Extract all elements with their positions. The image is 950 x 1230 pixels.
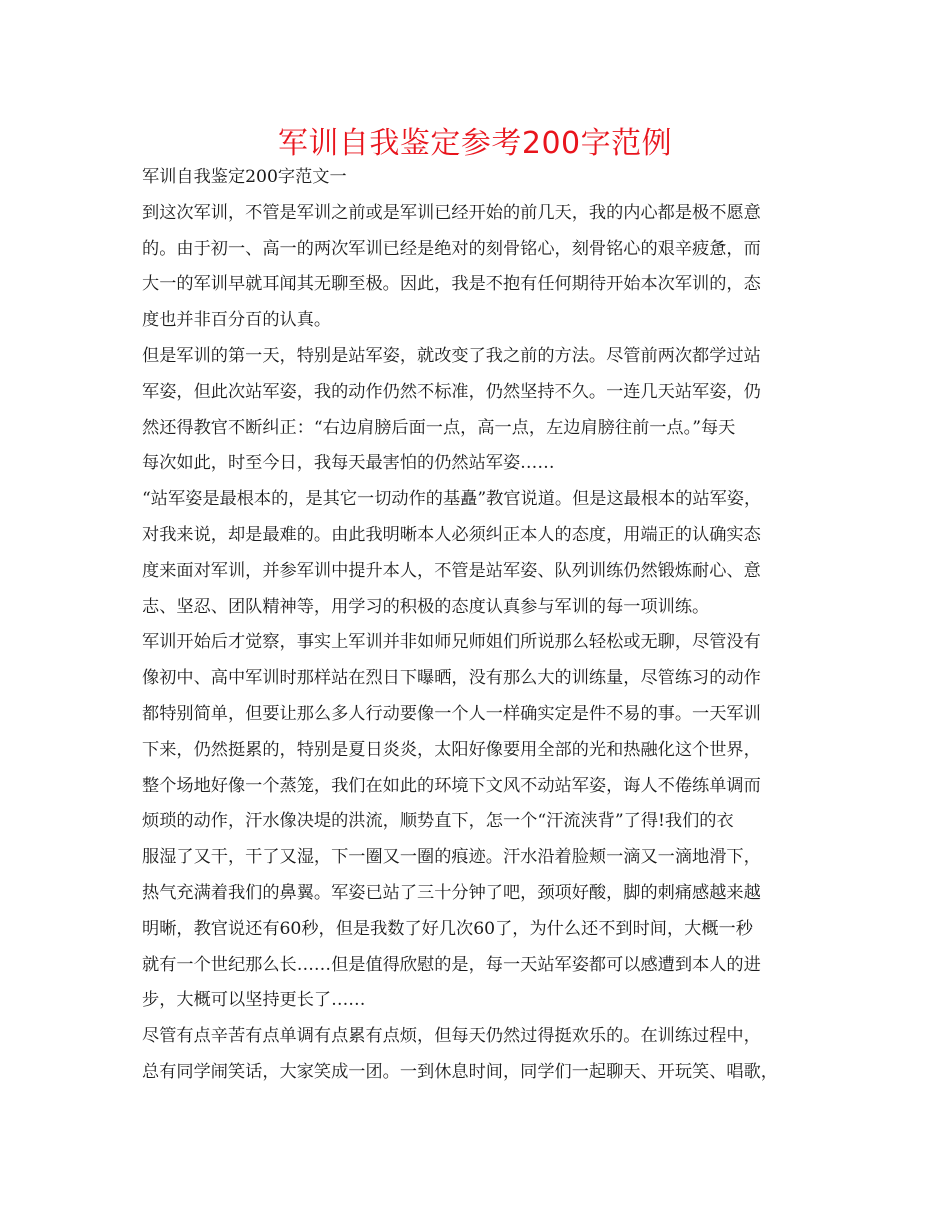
text-line: 就有一个世纪那么长……但是值得欣慰的是，每一天站军姿都可以感遭到本人的进 — [142, 954, 761, 975]
text-line: 明晰，教官说还有60秒，但是我数了好几次60了，为什么还不到时间，大概一秒 — [142, 918, 753, 939]
text-line: 整个场地好像一个蒸笼，我们在如此的环境下文风不动站军姿，诲人不倦练单调而 — [142, 775, 761, 796]
document-title: 军训自我鉴定参考200字范例 — [277, 126, 673, 161]
document-body — [142, 160, 814, 1091]
text-line: 军训开始后才觉察，事实上军训并非如师兄师姐们所说那么轻松或无聊，尽管没有 — [142, 632, 761, 653]
text-line: 军姿，但此次站军姿，我的动作仍然不标准，仍然坚持不久。一连几天站军姿，仍 — [142, 381, 761, 402]
text-line: 总有同学闹笑话，大家笑成一团。一到休息时间，同学们一起聊天、开玩笑、唱歌， — [142, 1061, 778, 1082]
text-line: 度也并非百分百的认真。 — [142, 310, 332, 331]
text-line: 服湿了又干，干了又湿，下一圈又一圈的痕迹。汗水沿着脸颊一滴又一滴地滑下， — [142, 847, 761, 868]
text-line: 到这次军训，不管是军训之前或是军训已经开始的前几天，我的内心都是极不愿意 — [142, 202, 761, 223]
text-line: 的。由于初一、高一的两次军训已经是绝对的刻骨铭心，刻骨铭心的艰辛疲惫，而 — [142, 238, 761, 259]
text-line: 都特别简单，但要让那么多人行动要像一个人一样确实定是件不易的事。一天军训 — [142, 703, 761, 724]
text-line: “站军姿是最根本的，是其它一切动作的基矗”教官说道。但是这最根本的站军姿， — [142, 489, 762, 510]
text-line: 尽管有点辛苦有点单调有点累有点烦，但每天仍然过得挺欢乐的。在训练过程中， — [142, 1026, 761, 1047]
text-line: 烦琐的动作，汗水像决堤的洪流，顺势直下，怎一个“汗流浃背”了得!我们的衣 — [142, 811, 734, 832]
text-line: 像初中、高中军训时那样站在烈日下曝晒，没有那么大的训练量，尽管练习的动作 — [142, 668, 761, 689]
text-line: 步，大概可以坚持更长了…… — [142, 990, 366, 1011]
text-line: 热气充满着我们的鼻翼。军姿已站了三十分钟了吧，颈项好酸，脚的刺痛感越来越 — [142, 882, 761, 903]
text-line: 然还得教官不断纠正：“右边肩膀后面一点，高一点，左边肩膀往前一点。”每天 — [142, 417, 736, 438]
text-line: 下来，仍然挺累的，特别是夏日炎炎，太阳好像要用全部的光和热融化这个世界， — [142, 739, 761, 760]
text-line: 对我来说，却是最难的。由此我明晰本人必须纠正本人的态度，用端正的认确实态 — [142, 524, 761, 545]
text-line: 大一的军训早就耳闻其无聊至极。因此，我是不抱有任何期待开始本次军训的，态 — [142, 274, 761, 295]
text-line: 志、坚忍、团队精神等，用学习的积极的态度认真参与军训的每一项训练。 — [142, 596, 710, 617]
text-line: 但是军训的第一天，特别是站军姿，就改变了我之前的方法。尽管前两次都学过站 — [142, 345, 761, 366]
text-line: 度来面对军训，并参军训中提升本人，不管是站军姿、队列训练仍然锻炼耐心、意 — [142, 560, 761, 581]
document-subtitle: 军训自我鉴定200字范文一 — [142, 167, 347, 187]
text-line: 每次如此，时至今日，我每天最害怕的仍然站军姿…… — [142, 453, 555, 474]
